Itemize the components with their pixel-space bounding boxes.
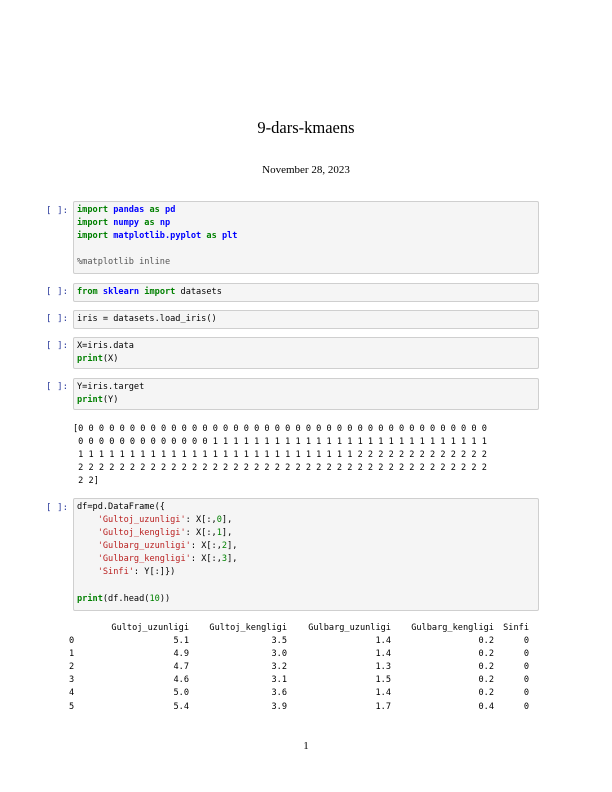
- table-row: [69, 687, 529, 700]
- code-token: ],: [221, 515, 233, 526]
- code-token: (X): [102, 354, 119, 365]
- code-token: [77, 541, 98, 551]
- code-block: [77, 381, 538, 407]
- table-row: [69, 648, 529, 661]
- code-line: [77, 218, 170, 228]
- table-row: [69, 635, 529, 648]
- row-index: 0: [69, 636, 75, 647]
- table-cell: 0: [523, 662, 529, 673]
- table-cell: 3.9: [271, 701, 287, 712]
- code-token: df=pd.DataFrame({: [77, 502, 165, 512]
- table-cell: 3.5: [271, 636, 287, 647]
- code-line: [77, 502, 165, 512]
- code-line: [77, 231, 237, 241]
- table-row: [69, 701, 529, 714]
- code-token: : Y[:]}): [133, 567, 176, 578]
- code-line: [77, 594, 170, 604]
- code-token: iris = datasets.load_iris(): [77, 314, 217, 324]
- code-line: [77, 287, 222, 297]
- code-cell-y-target[interactable]: [73, 378, 539, 410]
- code-cell-imports[interactable]: [73, 201, 539, 274]
- table-cell: 3.6: [271, 688, 287, 699]
- output-line: [0 0 0 0 0 0 0 0 0 0 0 0 0 0 0 0 0 0 0 0 0 0 0 0 0 0 0 0 0 0 0 0 0 0 0 0 0 0 0 0: [73, 424, 487, 434]
- code-token: : X[:,: [185, 515, 217, 526]
- cell-prompt: [ ]:: [46, 340, 69, 351]
- code-line: [77, 341, 134, 351]
- code-token: as: [206, 231, 217, 242]
- document-date: November 28, 2023: [262, 164, 350, 176]
- code-token: numpy: [113, 218, 140, 229]
- code-block: [77, 204, 538, 269]
- code-token: import: [77, 205, 109, 215]
- code-token: ],: [227, 541, 238, 552]
- table-cell: 1.4: [375, 649, 391, 660]
- table-cell: 0: [523, 636, 529, 647]
- output-line: 2 2 2 2 2 2 2 2 2 2 2 2 2 2 2 2 2 2 2 2 2 2 2 2 2 2 2 2 2 2 2 2 2 2 2 2 2 2 2 2: [73, 463, 487, 474]
- code-token: : X[:,: [190, 554, 222, 565]
- table-cell: 1.7: [375, 701, 391, 712]
- dataframe-header-row: [69, 622, 529, 635]
- code-token: 1: [216, 528, 222, 539]
- row-index: 4: [69, 688, 75, 699]
- code-token: datasets: [175, 287, 222, 297]
- code-line: [77, 205, 175, 215]
- dataframe-body: [69, 635, 529, 714]
- table-cell: 5.4: [173, 701, 189, 712]
- output-line: 0 0 0 0 0 0 0 0 0 0 0 0 0 1 1 1 1 1 1 1 1 1 1 1 1 1 1 1 1 1 1 1 1 1 1 1 1 1 1 1: [73, 437, 487, 448]
- code-block: [77, 313, 538, 326]
- table-cell: 1.4: [375, 636, 391, 647]
- table-cell: 4.7: [173, 662, 189, 673]
- code-token: pandas: [113, 205, 145, 215]
- code-token: import: [144, 287, 176, 297]
- code-token: matplotlib.pyplot: [113, 231, 202, 242]
- code-token: print: [77, 354, 103, 365]
- code-token: (df.head(: [102, 593, 150, 604]
- code-token: 'Gulbarg_uzunligi': [97, 541, 191, 552]
- table-row: [69, 674, 529, 687]
- code-token: as: [149, 205, 160, 215]
- table-cell: 3.1: [271, 675, 287, 686]
- code-token: 10: [149, 593, 160, 604]
- column-header: Gulbarg_kengligi: [411, 623, 494, 633]
- page-number: 1: [303, 740, 309, 752]
- code-token: 'Gultoj_kengligi': [97, 528, 186, 539]
- code-token: print: [77, 395, 103, 406]
- code-line: [77, 354, 118, 364]
- code-token: as: [144, 218, 155, 229]
- code-token: : X[:,: [190, 541, 222, 552]
- code-cell-x-data[interactable]: [73, 337, 539, 369]
- code-line: [77, 395, 118, 405]
- code-line: [77, 314, 217, 324]
- code-token: import: [77, 231, 109, 242]
- y-target-output: [73, 423, 487, 488]
- code-token: (Y): [102, 395, 119, 406]
- table-cell: 0: [523, 675, 529, 686]
- column-header: [69, 622, 89, 635]
- code-token: print: [77, 593, 103, 604]
- table-cell: 4.6: [173, 675, 189, 686]
- row-index: 1: [69, 649, 75, 660]
- table-cell: 1.5: [375, 675, 391, 686]
- code-token: np: [159, 218, 171, 229]
- code-block: [77, 501, 538, 606]
- table-row: [69, 661, 529, 674]
- code-token: [77, 515, 98, 525]
- column-header: Gultoj_uzunligi: [111, 623, 189, 633]
- code-line: [77, 382, 144, 392]
- code-token: %matplotlib inline: [77, 257, 171, 268]
- table-cell: 5.0: [173, 688, 189, 699]
- table-cell: 1.3: [375, 662, 391, 673]
- code-line: [77, 528, 232, 538]
- table-cell: 0: [523, 701, 529, 712]
- table-cell: 5.1: [173, 636, 189, 647]
- code-block: [77, 340, 538, 366]
- code-cell-sklearn-import[interactable]: [73, 283, 539, 302]
- table-cell: 0.2: [478, 675, 494, 686]
- table-cell: 4.9: [173, 649, 189, 660]
- row-index: 3: [69, 675, 75, 686]
- code-token: 3: [221, 554, 228, 565]
- code-token: )): [159, 593, 171, 604]
- code-token: 'Gultoj_uzunligi': [97, 515, 186, 526]
- code-token: [77, 554, 98, 564]
- code-cell-dataframe[interactable]: [73, 498, 539, 611]
- code-token: pd: [165, 205, 176, 215]
- output-line: 1 1 1 1 1 1 1 1 1 1 1 1 1 1 1 1 1 1 1 1 1 1 1 1 1 1 1 2 2 2 2 2 2 2 2 2 2 2 2 2: [73, 450, 487, 461]
- code-token: 'Gulbarg_kengligi': [97, 554, 191, 565]
- column-header: Sinfi: [503, 623, 529, 633]
- cell-prompt: [ ]:: [46, 313, 69, 324]
- code-token: 'Sinfi': [97, 567, 134, 578]
- code-token: sklearn: [102, 287, 140, 297]
- row-index: 5: [69, 701, 75, 712]
- table-cell: 0.4: [478, 701, 494, 712]
- code-token: from: [77, 287, 98, 297]
- code-token: ],: [227, 554, 238, 565]
- table-cell: 0.2: [478, 649, 494, 660]
- code-token: 0: [216, 515, 222, 526]
- cell-prompt: [ ]:: [46, 286, 69, 297]
- code-block: [77, 286, 538, 299]
- column-header: Gultoj_kengligi: [209, 623, 287, 633]
- code-token: ],: [221, 528, 233, 539]
- code-token: [77, 528, 98, 538]
- code-line: [77, 567, 175, 577]
- code-line: [77, 554, 237, 564]
- cell-prompt: [ ]:: [46, 502, 69, 513]
- table-cell: 3.2: [271, 662, 287, 673]
- code-token: Y=iris.target: [77, 382, 145, 392]
- code-token: : X[:,: [185, 528, 217, 539]
- table-cell: 0.2: [478, 662, 494, 673]
- code-line: [77, 257, 170, 267]
- code-token: X=iris.data: [77, 341, 134, 351]
- column-header: Gulbarg_uzunligi: [308, 623, 391, 633]
- row-index: 2: [69, 662, 75, 673]
- table-cell: 0.2: [478, 636, 494, 647]
- code-line: [77, 515, 232, 525]
- table-cell: 0: [523, 688, 529, 699]
- cell-prompt: [ ]:: [46, 381, 69, 392]
- output-line: 2 2]: [73, 476, 99, 487]
- code-token: 2: [221, 541, 228, 552]
- cell-prompt: [ ]:: [46, 205, 69, 216]
- dataframe-output: [69, 622, 529, 714]
- code-cell-load-iris[interactable]: [73, 310, 539, 329]
- table-cell: 0: [523, 649, 529, 660]
- code-token: plt: [221, 231, 238, 242]
- code-token: [77, 567, 98, 577]
- table-cell: 3.0: [271, 649, 287, 660]
- table-cell: 0.2: [478, 688, 494, 699]
- table-cell: 1.4: [375, 688, 391, 699]
- code-token: import: [77, 218, 109, 229]
- code-line: [77, 541, 237, 551]
- document-title: 9-dars-kmaens: [257, 118, 355, 137]
